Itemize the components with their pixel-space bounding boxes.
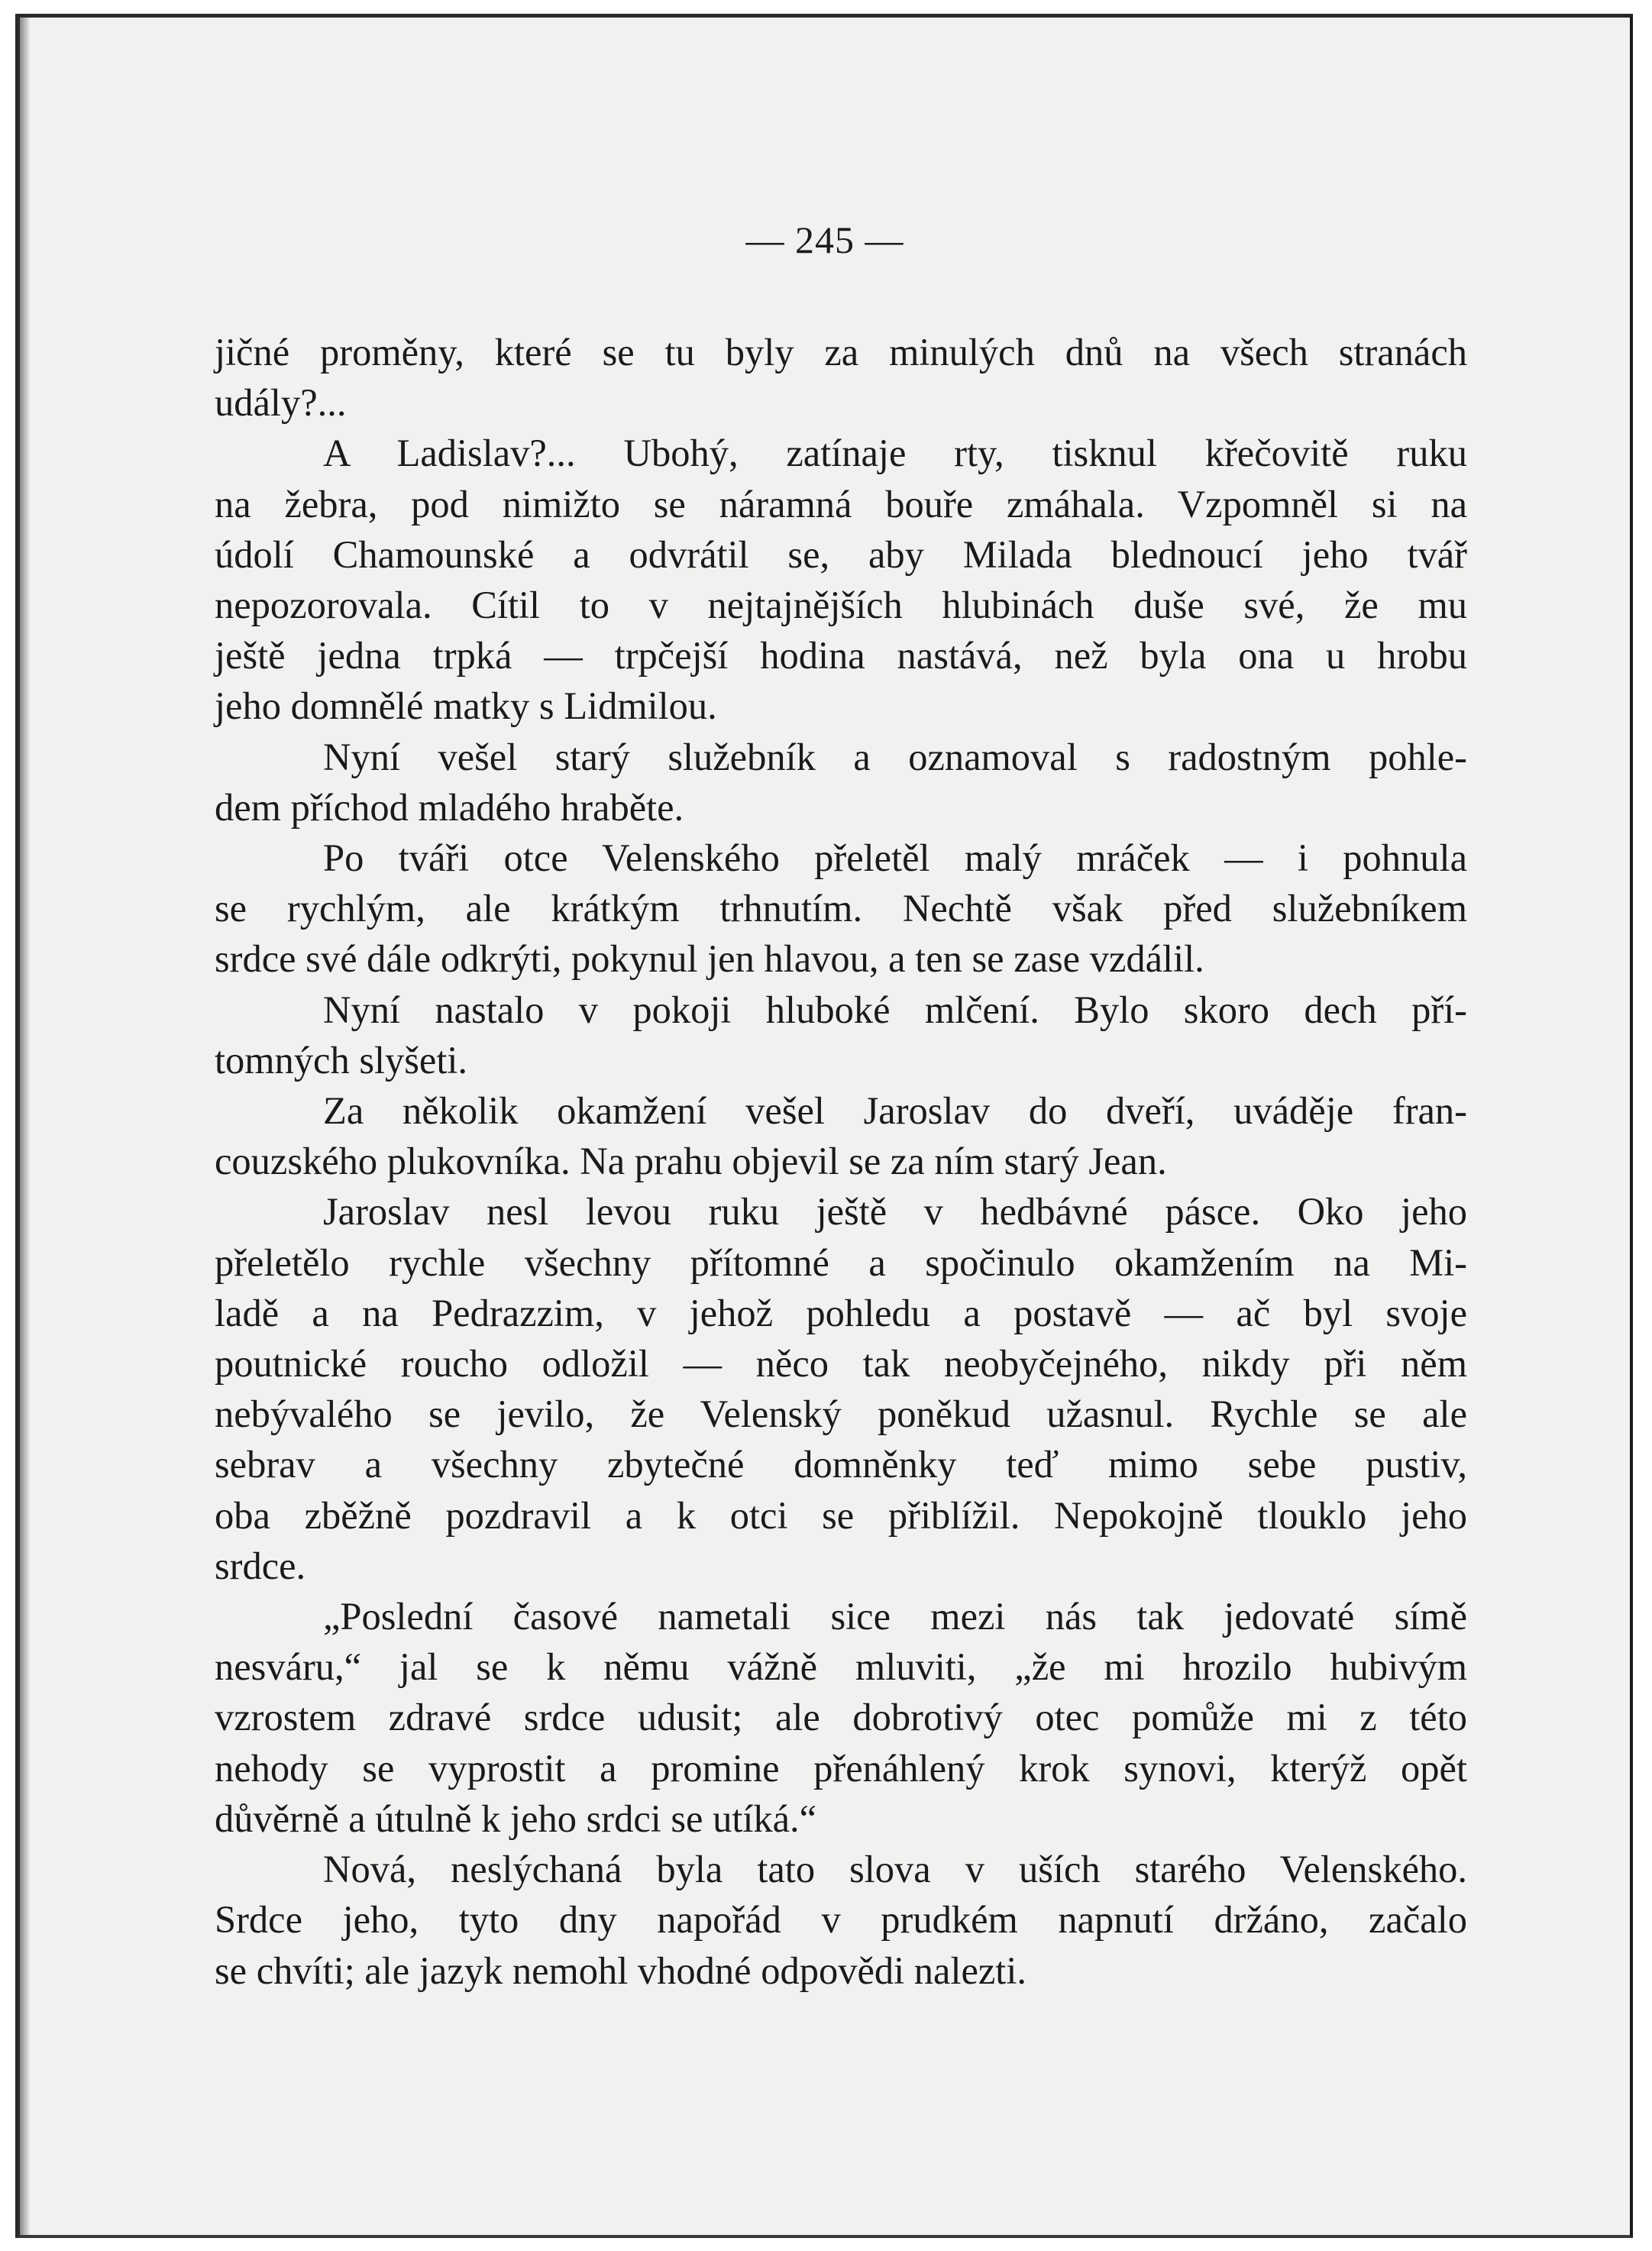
page-number: — 245 — <box>745 218 904 261</box>
text-line: oba zběžně pozdravil a k otci se přiblížil. Nepokojně tlouklo jeho <box>215 1493 1467 1537</box>
text-line: Srdce jeho, tyto dny napořád v prudkém napnutí držáno, začalo <box>215 1898 1467 1942</box>
page-edge-shadow <box>20 18 31 2235</box>
paragraph <box>215 732 1467 833</box>
paragraph <box>215 1085 1467 1186</box>
text-line: jeho domnělé matky s Lidmilou. <box>215 684 717 728</box>
body-text <box>215 327 1467 1996</box>
text-line: se rychlým, ale krátkým trhnutím. Nechtě však před služebníkem <box>215 887 1467 930</box>
text-line: udály?... <box>215 381 347 425</box>
paragraph <box>215 1186 1467 1591</box>
text-line: Za několik okamžení vešel Jaroslav do dveří, uváděje fran- <box>323 1089 1467 1133</box>
scanned-book-page <box>15 14 1633 2238</box>
paragraph <box>215 985 1467 1085</box>
text-line: A Ladislav?... Ubohý, zatínaje rty, tisknul křečovitě ruku <box>323 432 1467 475</box>
text-line: jičné proměny, které se tu byly za minulých dnů na všech stranách <box>215 331 1467 374</box>
text-line: důvěrně a útulně k jeho srdci se utíká.“ <box>215 1797 817 1840</box>
text-line: Nyní vešel starý služebník a oznamoval s radostným pohle- <box>323 735 1467 778</box>
text-line: Po tváři otce Velenského přeletěl malý mráček — i pohnula <box>323 836 1467 880</box>
text-line: nebývalého se jevilo, že Velenský poněkud užasnul. Rychle se ale <box>215 1392 1467 1436</box>
paragraph <box>215 1591 1467 1844</box>
text-line: Jaroslav nesl levou ruku ještě v hedbávné pásce. Oko jeho <box>323 1190 1467 1234</box>
text-line: nesváru,“ jal se k němu vážně mluviti, „že mi hrozilo hubivým <box>215 1645 1467 1689</box>
text-line: dem příchod mladého hraběte. <box>215 785 684 829</box>
paragraph <box>215 1844 1467 1996</box>
text-line: srdce. <box>215 1544 306 1587</box>
text-line: přeletělo rychle všechny přítomné a spočinulo okamžením na Mi- <box>215 1240 1467 1284</box>
paragraph <box>215 428 1467 731</box>
paragraph <box>215 327 1467 428</box>
text-line: poutnické roucho odložil — něco tak neobyčejného, nikdy při něm <box>215 1342 1467 1386</box>
text-line: „Poslední časové nametali sice mezi nás tak jedovaté símě <box>323 1595 1467 1638</box>
text-line: nehody se vyprostit a promine přenáhlený krok synovi, kterýž opět <box>215 1746 1467 1790</box>
paragraph <box>215 833 1467 985</box>
text-line: vzrostem zdravé srdce udusit; ale dobrotivý otec pomůže mi z této <box>215 1696 1467 1739</box>
text-line: se chvíti; ale jazyk nemohl vhodné odpovědi nalezti. <box>215 1949 1026 1992</box>
text-line: tomných slyšeti. <box>215 1038 468 1082</box>
text-line: srdce své dále odkrýti, pokynul jen hlavou, a ten se zase vzdálil. <box>215 937 1204 981</box>
text-line: Nyní nastalo v pokoji hluboké mlčení. Bylo skoro dech pří- <box>323 988 1467 1031</box>
text-line: Nová, neslýchaná byla tato slova v uších starého Velenského. <box>323 1848 1467 1891</box>
text-line: couzského plukovníka. Na prahu objevil se za ním starý Jean. <box>215 1140 1167 1183</box>
text-line: ladě a na Pedrazzim, v jehož pohledu a postavě — ač byl svoje <box>215 1291 1467 1334</box>
text-line: na žebra, pod nimižto se náramná bouře zmáhala. Vzpomněl si na <box>215 482 1467 526</box>
text-line: nepozorovala. Cítil to v nejtajnějších hlubinách duše své, že mu <box>215 584 1467 627</box>
text-line: ještě jedna trpká — trpčejší hodina nastává, než byla ona u hrobu <box>215 634 1467 678</box>
text-line: údolí Chamounské a odvrátil se, aby Milada blednoucí jeho tvář <box>215 532 1467 576</box>
text-line: sebrav a všechny zbytečné domněnky teď mimo sebe pustiv, <box>215 1443 1467 1486</box>
